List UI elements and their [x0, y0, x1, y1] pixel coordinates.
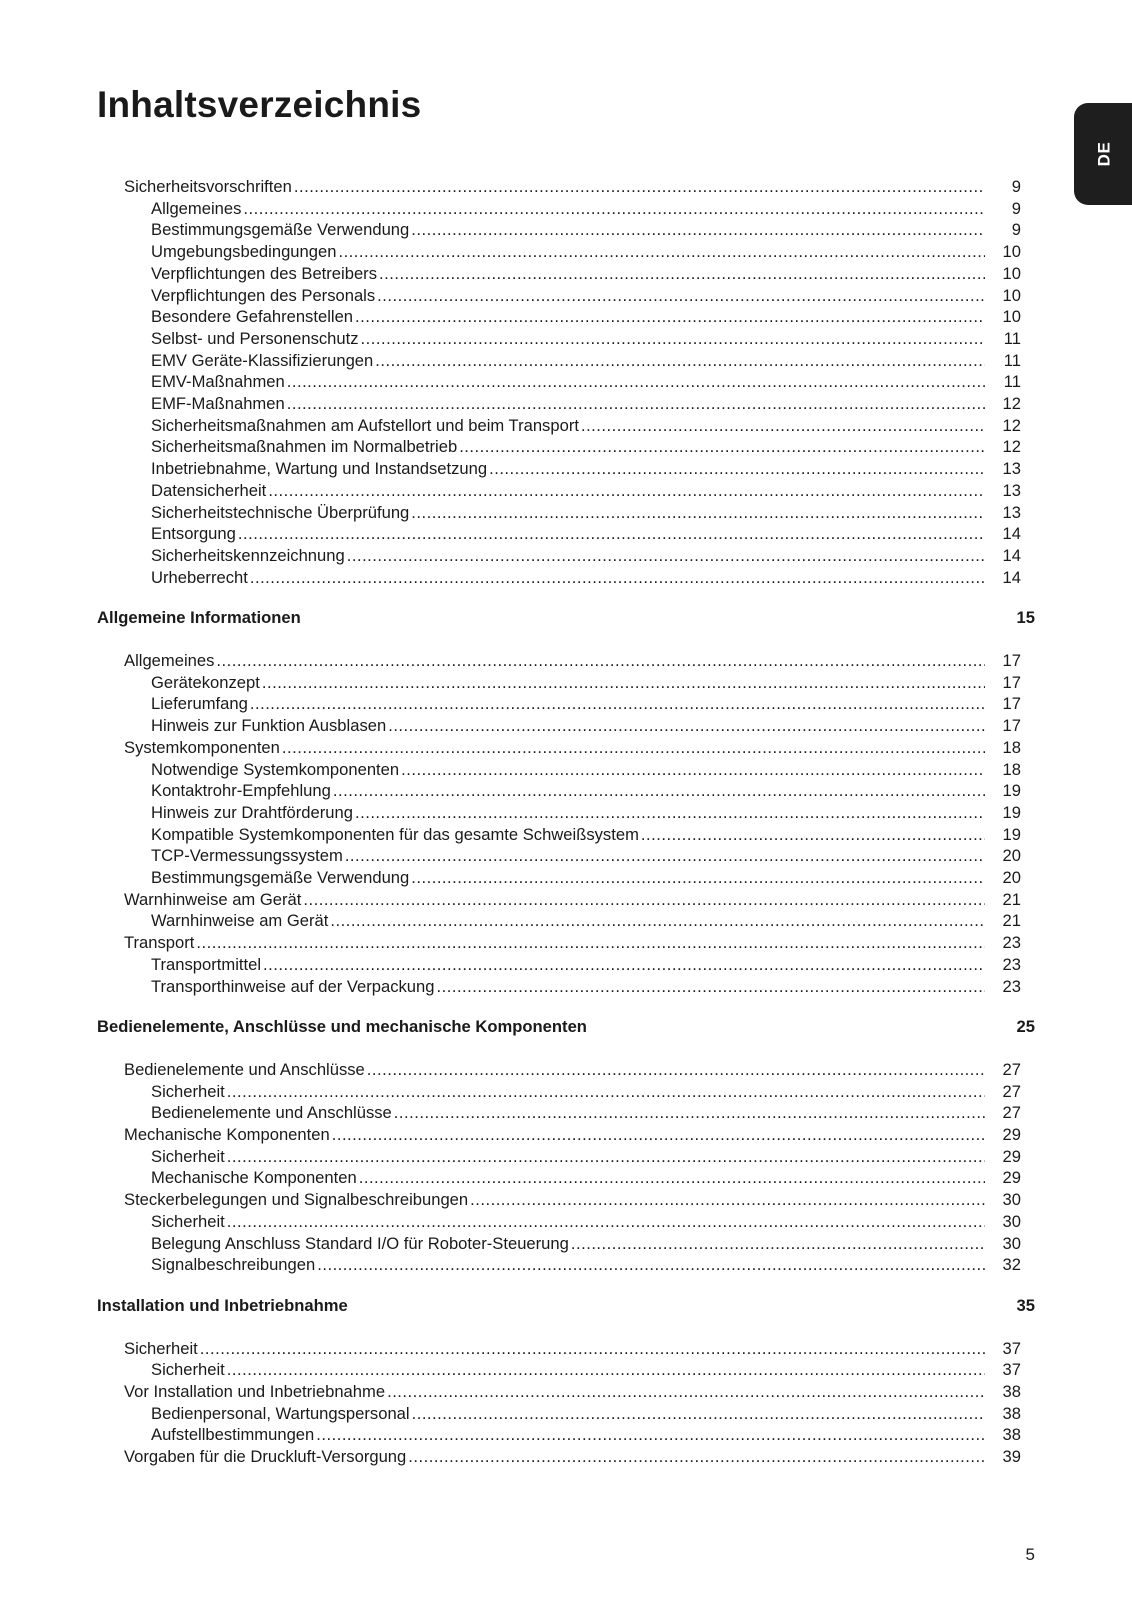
toc-entry-label: Entsorgung	[151, 524, 236, 544]
toc-entry-page: 14	[1002, 545, 1021, 565]
toc-section[interactable]	[124, 1446, 1021, 1468]
toc-dot-leader	[470, 1189, 985, 1211]
toc-entry-page: 23	[1002, 954, 1021, 974]
toc-entry-label: Sicherheitskennzeichnung	[151, 545, 345, 565]
toc-entry-page: 32	[1002, 1255, 1021, 1275]
toc-entry-page: 11	[1003, 372, 1021, 392]
toc-entry-page: 27	[1002, 1103, 1021, 1123]
toc-entry-page: 10	[1002, 285, 1021, 305]
toc-subsection[interactable]	[151, 502, 1021, 524]
toc-subsection[interactable]	[151, 802, 1021, 824]
toc-dot-leader	[411, 219, 985, 241]
toc-dot-leader	[268, 480, 985, 502]
toc-entry-label: Bestimmungsgemäße Verwendung	[151, 220, 410, 240]
toc-dot-leader	[359, 1167, 985, 1189]
toc-subsection[interactable]	[151, 1254, 1021, 1276]
toc-subsection[interactable]	[151, 1211, 1021, 1233]
toc-section[interactable]	[124, 1381, 1021, 1403]
toc-subsection[interactable]	[151, 436, 1021, 458]
toc-section[interactable]	[124, 932, 1021, 954]
page-number: 5	[1025, 1545, 1035, 1564]
toc-entry-page: 10	[1002, 263, 1021, 283]
toc-dot-leader	[227, 1146, 985, 1168]
toc-entry-label: Kontaktrohr-Empfehlung	[151, 781, 331, 801]
toc-entry-label: Sicherheit	[151, 1211, 225, 1231]
toc-dot-leader	[459, 436, 985, 458]
toc-entry-label: Mechanische Komponenten	[124, 1125, 330, 1144]
toc-section[interactable]	[124, 1124, 1021, 1146]
toc-entry-label: Signalbeschreibungen	[151, 1255, 316, 1275]
toc-subsection[interactable]	[151, 976, 1021, 998]
toc-subsection[interactable]	[151, 910, 1021, 932]
toc-entry-label: Aufstellbestimmungen	[151, 1425, 315, 1445]
toc-entry-page: 18	[1002, 759, 1021, 779]
toc-dot-leader	[412, 1403, 985, 1425]
toc-subsection[interactable]	[151, 824, 1021, 846]
toc-dot-leader	[216, 650, 985, 672]
toc-chapter-label: Installation und Inbetriebnahme	[97, 1295, 348, 1315]
toc-subsection[interactable]	[151, 1403, 1021, 1425]
toc-dot-leader	[489, 458, 985, 480]
toc-chapter[interactable]	[97, 1016, 1035, 1038]
toc-dot-leader	[250, 567, 985, 589]
toc-entry-page: 30	[1002, 1211, 1021, 1231]
toc-entry-page: 20	[1002, 846, 1021, 866]
toc-entry-label: EMF-Maßnahmen	[151, 394, 285, 413]
toc-subsection[interactable]	[151, 219, 1021, 241]
toc-subsection[interactable]	[151, 523, 1021, 545]
toc-entry-label: Transport	[124, 933, 195, 953]
toc-entry-label: Verpflichtungen des Personals	[151, 285, 376, 305]
toc-section[interactable]	[124, 1059, 1021, 1081]
toc-entry-page: 19	[1002, 781, 1021, 801]
toc-entry-label: Verpflichtungen des Betreibers	[151, 263, 378, 283]
toc-dot-leader	[361, 328, 985, 350]
toc-entry-page: 38	[1002, 1425, 1021, 1445]
toc-subsection[interactable]	[151, 1102, 1021, 1124]
toc-dot-leader	[333, 780, 985, 802]
toc-entry-label: Sicherheitsmaßnahmen im Normalbetrieb	[151, 437, 458, 457]
toc-dot-leader	[379, 263, 985, 285]
toc-entry-page: 23	[1002, 933, 1021, 953]
toc-entry-label: Sicherheit	[151, 1360, 225, 1380]
toc-subsection[interactable]	[151, 350, 1021, 372]
toc-entry-page: 10	[1002, 242, 1021, 262]
toc-entry-label: Bedienelemente und Anschlüsse	[151, 1103, 392, 1123]
toc-subsection[interactable]	[151, 567, 1021, 589]
toc-dot-leader	[581, 415, 985, 437]
toc-entry-label: Steckerbelegungen und Signalbeschreibungen	[124, 1190, 469, 1210]
toc-entry-label: Lieferumfang	[151, 694, 248, 714]
toc-section[interactable]	[124, 1338, 1021, 1360]
toc-subsection[interactable]	[151, 1146, 1021, 1168]
toc-subsection[interactable]	[151, 415, 1021, 437]
toc-entry-page: 9	[1011, 220, 1021, 240]
toc-chapter-label: Allgemeine Informationen	[97, 608, 301, 628]
toc-dot-leader	[367, 1059, 985, 1081]
toc-entry-label: Transportmittel	[151, 954, 262, 974]
toc-subsection[interactable]	[151, 759, 1021, 781]
toc-entry-page: 9	[1011, 177, 1021, 196]
toc-dot-leader	[437, 976, 986, 998]
toc-subsection[interactable]	[151, 480, 1021, 502]
toc-entry-page: 13	[1002, 480, 1021, 500]
toc-entry-label: Bedienelemente und Anschlüsse	[124, 1059, 365, 1079]
toc-entry-label: Sicherheitstechnische Überprüfung	[151, 502, 410, 522]
toc-section[interactable]	[124, 650, 1021, 672]
toc-section[interactable]	[124, 1189, 1021, 1211]
toc-subsection[interactable]	[151, 458, 1021, 480]
toc-dot-leader	[262, 672, 985, 694]
toc-entry-page: 12	[1002, 437, 1021, 457]
toc-entry-page: 14	[1002, 567, 1021, 587]
toc-entry-page: 9	[1011, 198, 1021, 218]
toc-chapter[interactable]	[97, 1295, 1035, 1317]
toc-dot-leader	[571, 1233, 985, 1255]
toc-subsection[interactable]	[151, 1424, 1021, 1446]
toc-subsection[interactable]	[151, 693, 1021, 715]
toc-entry-page: 17	[1002, 672, 1021, 692]
toc-entry-label: EMV Geräte-Klassifizierungen	[151, 350, 374, 370]
toc-chapter-page: 15	[1016, 608, 1035, 628]
toc-subsection[interactable]	[151, 306, 1021, 328]
toc-dot-leader	[238, 523, 985, 545]
toc-dot-leader	[347, 545, 985, 567]
toc-subsection[interactable]	[151, 867, 1021, 889]
toc-dot-leader	[394, 1102, 985, 1124]
toc-entry-label: Allgemeines	[151, 198, 242, 218]
toc-entry-page: 13	[1002, 502, 1021, 522]
page-title: Inhaltsverzeichnis	[97, 84, 422, 125]
toc-entry-label: Transporthinweise auf der Verpackung	[151, 976, 435, 996]
toc-section[interactable]	[124, 889, 1021, 911]
toc-entry-page: 29	[1002, 1146, 1021, 1166]
toc-subsection[interactable]	[151, 715, 1021, 737]
toc-dot-leader	[250, 693, 985, 715]
toc-entry-label: Sicherheit	[124, 1338, 198, 1358]
toc-entry-page: 19	[1002, 802, 1021, 822]
toc-dot-leader	[227, 1211, 985, 1233]
toc-dot-leader	[338, 241, 985, 263]
toc-subsection[interactable]	[151, 845, 1021, 867]
toc-entry-label: Umgebungsbedingungen	[151, 242, 337, 262]
toc-subsection[interactable]	[151, 328, 1021, 350]
toc-entry-page: 37	[1002, 1360, 1021, 1380]
toc-dot-leader	[332, 1124, 985, 1146]
toc-entry-page: 17	[1002, 716, 1021, 736]
toc-subsection[interactable]	[151, 780, 1021, 802]
toc-dot-leader	[355, 306, 985, 328]
toc-entry-label: Selbst- und Personenschutz	[151, 328, 359, 348]
toc-entry-page: 23	[1002, 976, 1021, 996]
toc-subsection[interactable]	[151, 1359, 1021, 1381]
language-tab-label: DE	[1094, 141, 1113, 167]
toc-entry-label: Sicherheitsvorschriften	[124, 177, 292, 196]
toc-chapter-page: 35	[1016, 1295, 1035, 1315]
toc-subsection[interactable]	[151, 241, 1021, 263]
toc-entry-page: 10	[1002, 307, 1021, 327]
toc-entry-label: Warnhinweise am Gerät	[151, 911, 329, 931]
toc-dot-leader	[377, 285, 985, 307]
toc-dot-leader	[411, 867, 985, 889]
toc-subsection[interactable]	[151, 672, 1021, 694]
toc-entry-label: Sicherheit	[151, 1146, 225, 1166]
toc-dot-leader	[641, 824, 985, 846]
toc-entry-label: Vorgaben für die Druckluft-Versorgung	[124, 1447, 407, 1467]
toc-dot-leader	[387, 1381, 985, 1403]
toc-dot-leader	[375, 350, 985, 372]
toc-entry-page: 37	[1002, 1338, 1021, 1358]
toc-subsection[interactable]	[151, 1081, 1021, 1103]
toc-entry-label: Allgemeines	[124, 651, 215, 670]
toc-dot-leader	[355, 802, 985, 824]
toc-entry-label: Datensicherheit	[151, 480, 267, 500]
toc-dot-leader	[388, 715, 985, 737]
toc-dot-leader	[303, 889, 985, 911]
toc-subsection[interactable]	[151, 1167, 1021, 1189]
toc-entry-page: 27	[1002, 1081, 1021, 1101]
toc-dot-leader	[227, 1081, 985, 1103]
toc-entry-page: 11	[1003, 328, 1021, 348]
toc-entry-label: Besondere Gefahrenstellen	[151, 307, 354, 327]
toc-subsection[interactable]	[151, 371, 1021, 393]
toc-entry-page: 30	[1002, 1233, 1021, 1253]
toc-subsection[interactable]	[151, 263, 1021, 285]
toc-entry-label: Notwendige Systemkomponenten	[151, 759, 400, 779]
toc-entry-page: 20	[1002, 868, 1021, 887]
toc-entry-page: 19	[1002, 824, 1021, 844]
toc-subsection[interactable]	[151, 285, 1021, 307]
toc-dot-leader	[287, 393, 985, 415]
toc-entry-page: 11	[1003, 350, 1021, 370]
toc-dot-leader	[227, 1359, 985, 1381]
toc-dot-leader	[317, 1254, 985, 1276]
toc-entry-page: 21	[1002, 889, 1021, 909]
toc-entry-page: 29	[1002, 1168, 1021, 1188]
toc-chapter-label: Bedienelemente, Anschlüsse und mechanische Komponenten	[97, 1017, 587, 1037]
toc-entry-page: 13	[1002, 459, 1021, 479]
toc-entry-label: Sicherheit	[151, 1081, 225, 1101]
toc-entry-page: 21	[1002, 911, 1021, 931]
toc-entry-page: 12	[1002, 415, 1021, 435]
toc-entry-label: Bedienpersonal, Wartungspersonal	[151, 1403, 410, 1423]
toc-entry-page: 29	[1002, 1125, 1021, 1144]
toc-section[interactable]	[124, 737, 1021, 759]
toc-dot-leader	[200, 1338, 985, 1360]
toc-entry-page: 38	[1002, 1403, 1021, 1423]
toc-dot-leader	[196, 932, 985, 954]
toc-dot-leader	[294, 176, 985, 198]
toc-entry-page: 17	[1002, 651, 1021, 670]
toc-chapter-page: 25	[1016, 1017, 1035, 1037]
toc-dot-leader	[316, 1424, 985, 1446]
toc-entry-page: 38	[1002, 1382, 1021, 1401]
toc-subsection[interactable]	[151, 1233, 1021, 1255]
toc-dot-leader	[282, 737, 985, 759]
toc-dot-leader	[408, 1446, 985, 1468]
toc-entry-label: EMV-Maßnahmen	[151, 372, 285, 392]
toc-section[interactable]	[124, 176, 1021, 198]
toc-entry-page: 39	[1002, 1447, 1021, 1467]
toc-dot-leader	[411, 502, 985, 524]
toc-entry-page: 12	[1002, 394, 1021, 413]
toc-chapter[interactable]	[97, 607, 1035, 629]
toc-entry-label: Sicherheitsmaßnahmen am Aufstellort und beim Transport	[151, 415, 579, 435]
toc-dot-leader	[263, 954, 985, 976]
toc-subsection[interactable]	[151, 545, 1021, 567]
toc-dot-leader	[401, 759, 985, 781]
toc-entry-label: Kompatible Systemkomponenten für das gesamte Schweißsystem	[151, 824, 639, 844]
toc-entry-page: 30	[1002, 1190, 1021, 1210]
toc-entry-label: Urheberrecht	[151, 567, 248, 587]
toc-dot-leader	[330, 910, 985, 932]
toc-entry-label: Hinweis zur Drahtförderung	[151, 802, 353, 822]
toc-entry-label: Belegung Anschluss Standard I/O für Roboter-Steuerung	[151, 1233, 569, 1253]
toc-dot-leader	[345, 845, 985, 867]
toc-entry-label: Inbetriebnahme, Wartung und Instandsetzung	[151, 459, 488, 479]
toc-entry-page: 14	[1002, 524, 1021, 544]
toc-entry-page: 18	[1002, 737, 1021, 757]
toc-dot-leader	[287, 371, 985, 393]
toc-entry-label: Gerätekonzept	[151, 672, 260, 692]
toc-entry-label: Bestimmungsgemäße Verwendung	[151, 868, 410, 887]
toc-entry-label: Hinweis zur Funktion Ausblasen	[151, 716, 387, 736]
toc-subsection[interactable]	[151, 393, 1021, 415]
toc-subsection[interactable]	[151, 198, 1021, 220]
toc-subsection[interactable]	[151, 954, 1021, 976]
toc-entry-label: Warnhinweise am Gerät	[124, 889, 302, 909]
toc-entry-page: 27	[1002, 1059, 1021, 1079]
toc-entry-label: Systemkomponenten	[124, 737, 280, 757]
toc-entry-label: Vor Installation und Inbetriebnahme	[124, 1382, 386, 1401]
toc-entry-page: 17	[1002, 694, 1021, 714]
toc-entry-label: TCP-Vermessungssystem	[151, 846, 343, 866]
toc-dot-leader	[243, 198, 985, 220]
toc-entry-label: Mechanische Komponenten	[151, 1168, 357, 1188]
